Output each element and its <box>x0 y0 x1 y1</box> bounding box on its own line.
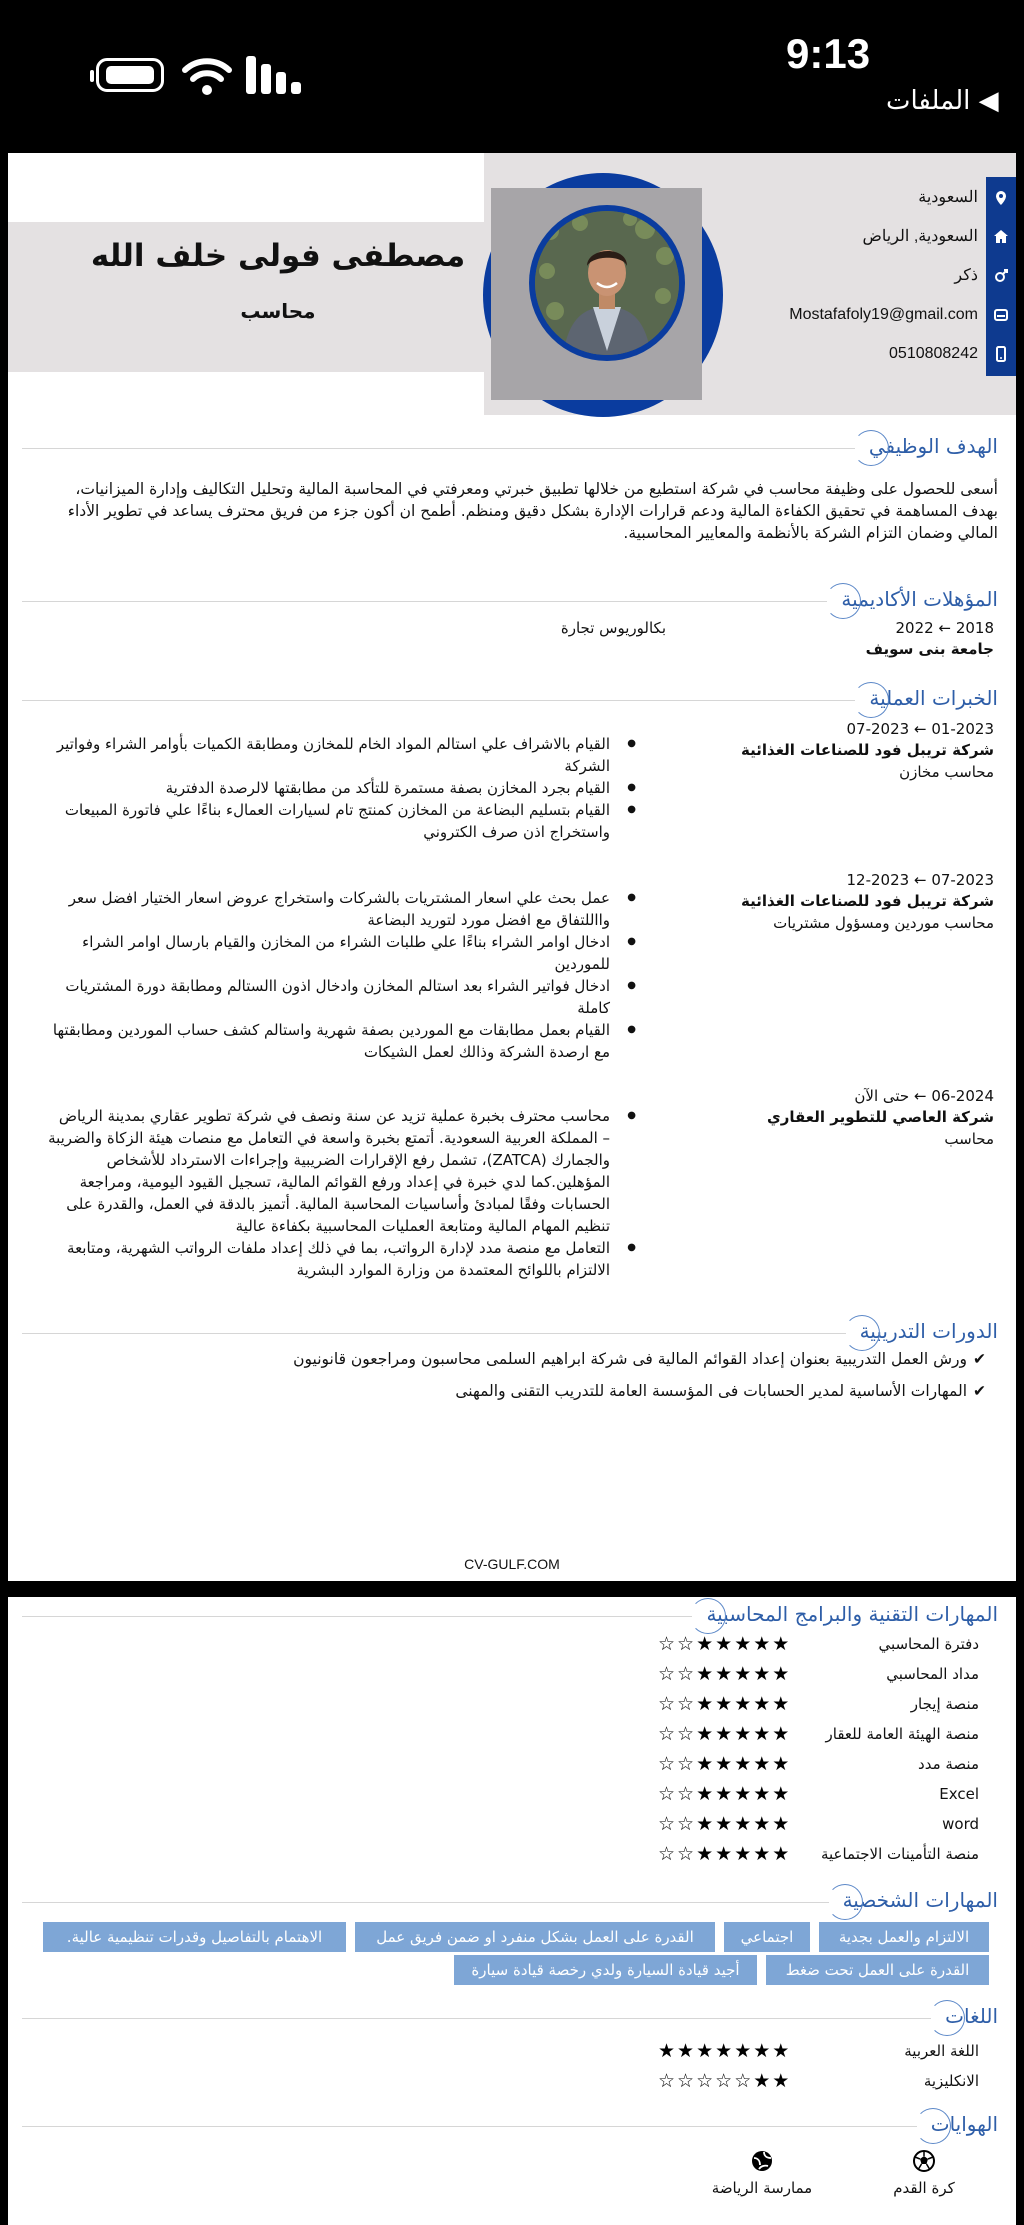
personal-skill-tag: الاهتمام بالتفاصيل وقدرات تنظيمية عالية. <box>43 1922 346 1952</box>
empty-star-icon: ☆ <box>677 1843 697 1865</box>
job-title: محاسب <box>240 299 316 323</box>
job-duties <box>48 1105 640 1281</box>
course-item <box>455 1382 986 1400</box>
job-role: محاسب موردين ومسؤول مشتريات <box>773 914 994 932</box>
filled-star-icon: ★ <box>753 1843 773 1865</box>
languages-heading: اللغات <box>931 2004 1002 2028</box>
filled-star-icon: ★ <box>715 1843 735 1865</box>
filled-star-icon: ★ <box>753 1783 773 1805</box>
filled-star-icon: ★ <box>772 2070 792 2092</box>
course-title: ورش العمل التدريبية بعنوان إعداد القوائم المالية فى شركة ابراهيم السلمى محاسبون ومراجعون قانونيون <box>293 1350 967 1368</box>
tech-skill-row <box>8 1691 1016 1721</box>
filled-star-icon: ★ <box>696 2040 716 2062</box>
filled-star-icon: ★ <box>772 1693 792 1715</box>
job-duties <box>48 733 640 843</box>
filled-star-icon: ★ <box>753 1723 773 1745</box>
home-icon <box>986 218 1016 256</box>
full-name: مصطفى فولى خلف الله <box>90 238 466 274</box>
job-duty: ● القيام بتسليم البضاعة من المخازن كمنتج تام لسيارات العمالء بناءًا علي فاتورة المبيعات واستخراج اذن صرف الكتروني <box>48 799 640 843</box>
section-divider <box>22 2126 1002 2127</box>
job-dates: 01-2023 ← 07-2023 <box>846 720 994 738</box>
personal-skill-tag: القدرة على العمل بشكل منفرد او ضمن فريق عمل <box>355 1922 715 1952</box>
battery-icon <box>96 58 164 92</box>
filled-star-icon: ★ <box>696 1723 716 1745</box>
tech-skill-name: مداد المحاسبي <box>886 1665 979 1683</box>
personal-skill-tag: القدرة على العمل تحت ضغط <box>766 1955 989 1985</box>
filled-star-icon: ★ <box>696 1813 716 1835</box>
filled-star-icon: ★ <box>734 1783 754 1805</box>
filled-star-icon: ★ <box>753 1633 773 1655</box>
job-duty: ● محاسب محترف بخبرة عملية تزيد عن سنة ونصف في شركة تطوير عقاري بمدينة الرياض – المملكة العربية السعودية. أتمتع بخبرة واسعة في التعامل مع منصات هيئة الزكاة والضريبة والجمارك (ZATCA)، تشمل رفع الإقرارات الضريبية وإجراءات الاسترداد للأشخاص المؤهلين.كما لدي خبرة في إعداد ورفع القوائم المالية، تسجيل القيود اليومية، ومراجعة الحسابات وفقًا لمبادئ وأساسيات المحاسبة المالية. أتميز بالدقة في العمل، والقدرة على تنظيم المهام المالية ومتابعة العمليات المحاسبية بكفاءة عالية <box>48 1105 640 1237</box>
education-heading: المؤهلات الأكاديمية <box>827 587 1002 611</box>
filled-star-icon: ★ <box>658 2040 678 2062</box>
job-role: محاسب مخازن <box>899 763 994 781</box>
filled-star-icon: ★ <box>715 1663 735 1685</box>
rating-stars <box>658 1783 798 1805</box>
education-institution: جامعة بنى سويف <box>865 640 994 658</box>
hobby-item <box>864 2149 984 2197</box>
empty-star-icon: ☆ <box>658 1813 678 1835</box>
empty-star-icon: ☆ <box>658 1633 678 1655</box>
personal-skill-tag: اجتماعي <box>724 1922 810 1952</box>
rating-stars <box>658 2040 798 2062</box>
job-duties <box>48 887 640 1063</box>
language-name: الانكليزية <box>923 2072 979 2090</box>
experience-heading: الخبرات العملية <box>855 686 1002 710</box>
filled-star-icon: ★ <box>772 1753 792 1775</box>
filled-star-icon: ★ <box>696 1693 716 1715</box>
cellular-signal-icon <box>246 56 302 94</box>
filled-star-icon: ★ <box>772 1663 792 1685</box>
courses-heading: الدورات التدريبية <box>846 1319 1002 1343</box>
rating-stars <box>658 1633 798 1655</box>
filled-star-icon: ★ <box>734 1723 754 1745</box>
empty-star-icon: ☆ <box>677 1663 697 1685</box>
language-row <box>8 2038 1016 2068</box>
empty-star-icon: ☆ <box>677 2070 697 2092</box>
filled-star-icon: ★ <box>677 2040 697 2062</box>
filled-star-icon: ★ <box>696 1843 716 1865</box>
filled-star-icon: ★ <box>696 1633 716 1655</box>
profile-photo <box>535 211 679 355</box>
filled-star-icon: ★ <box>734 1633 754 1655</box>
filled-star-icon: ★ <box>772 1723 792 1745</box>
filled-star-icon: ★ <box>715 1723 735 1745</box>
resume-page-2 <box>8 1597 1016 2225</box>
email-icon <box>986 296 1016 334</box>
filled-star-icon: ★ <box>734 1663 754 1685</box>
empty-star-icon: ☆ <box>734 2070 754 2092</box>
filled-star-icon: ★ <box>734 2040 754 2062</box>
tech-skill-row <box>8 1631 1016 1661</box>
language-name: اللغة العربية <box>904 2042 979 2060</box>
job-duty: ● القيام بجرد المخازن بصفة مستمرة للتأكد من مطابقتها لالرصدة الدفترية <box>48 777 640 799</box>
tech-skills-heading: المهارات التقنية والبرامج المحاسبية <box>692 1602 1002 1626</box>
empty-star-icon: ☆ <box>677 1723 697 1745</box>
rating-stars <box>658 1663 798 1685</box>
rating-stars <box>658 1753 798 1775</box>
wifi-icon <box>182 54 232 98</box>
tech-skill-name: منصة الهيئة العامة للعقار <box>825 1725 979 1743</box>
personal-skill-tag: الالتزام والعمل بجدية <box>819 1922 989 1952</box>
tech-skill-name: دفترة المحاسبي <box>878 1635 979 1653</box>
rating-stars <box>658 1813 798 1835</box>
contact-city: السعودية, الرياض <box>862 228 978 245</box>
course-title: المهارات الأساسية لمدير الحسابات فى المؤسسة العامة للتدريب التقنى والمهنى <box>455 1382 967 1400</box>
empty-star-icon: ☆ <box>677 1693 697 1715</box>
empty-star-icon: ☆ <box>658 2070 678 2092</box>
filled-star-icon: ★ <box>715 1693 735 1715</box>
filled-star-icon: ★ <box>734 1753 754 1775</box>
tech-skill-row <box>8 1661 1016 1691</box>
resume-page-1 <box>8 153 1016 1581</box>
empty-star-icon: ☆ <box>658 1663 678 1685</box>
contact-country: السعودية <box>918 189 978 206</box>
footer-site: CV-GULF.COM <box>464 1556 560 1572</box>
filled-star-icon: ★ <box>715 1753 735 1775</box>
job-company: شركة تريبل فود للصناعات الغذائية <box>741 741 994 759</box>
empty-star-icon: ☆ <box>677 1633 697 1655</box>
empty-star-icon: ☆ <box>658 1753 678 1775</box>
tech-skill-name: Excel <box>939 1785 979 1803</box>
contact-phone[interactable]: 0510808242 <box>889 345 978 362</box>
personal-skill-tag: أجيد قيادة السيارة ولدي رخصة قيادة سيارة <box>454 1955 757 1985</box>
objective-line: المالي وضمان التزام الشركة بالأنظمة والمعايير المحاسبية. <box>623 524 998 542</box>
filled-star-icon: ★ <box>734 1813 754 1835</box>
filled-star-icon: ★ <box>753 1693 773 1715</box>
filled-star-icon: ★ <box>696 1783 716 1805</box>
contact-email[interactable]: Mostafafoly19@gmail.com <box>789 306 978 323</box>
objective-line: بهدف المساهمة في تحقيق الكفاءة المالية ودعم قرارات الإدارة بشكل دقيق ومنظم. أطمح ان أكون جزء من فريق محترف يساعد في تطوير الأداء <box>67 502 998 520</box>
language-row <box>8 2068 1016 2098</box>
filled-star-icon: ★ <box>715 1633 735 1655</box>
empty-star-icon: ☆ <box>658 1843 678 1865</box>
filled-star-icon: ★ <box>772 1633 792 1655</box>
empty-star-icon: ☆ <box>658 1693 678 1715</box>
filled-star-icon: ★ <box>753 1663 773 1685</box>
filled-star-icon: ★ <box>772 2040 792 2062</box>
tech-skill-name: word <box>942 1815 979 1833</box>
filled-star-icon: ★ <box>696 1753 716 1775</box>
job-duty: ● القيام بعمل مطابقات مع الموردين بصفة شهرية واستالم كشف حساب الموردين ومطابقتها مع ارصدة الشركة وذالك لعمل الشيكات <box>48 1019 640 1063</box>
location-pin-icon <box>986 179 1016 217</box>
personal-skills-heading: المهارات الشخصية <box>829 1888 1002 1912</box>
rating-stars <box>658 2070 798 2092</box>
job-company: شركة العاصي للتطوير العقاري <box>766 1108 994 1126</box>
football-icon <box>912 2149 936 2173</box>
job-duty: ● ادخال اوامر الشراء بناءًا علي طلبات الشراء من المخازن والقيام بارسال اوامر الشراء للموردين <box>48 931 640 975</box>
empty-star-icon: ☆ <box>696 2070 716 2092</box>
empty-star-icon: ☆ <box>715 2070 735 2092</box>
filled-star-icon: ★ <box>696 1663 716 1685</box>
contact-gender: ذكر <box>954 267 978 284</box>
sports-icon <box>750 2149 774 2173</box>
status-bar <box>0 0 1024 150</box>
back-to-files-button[interactable]: ◀ الملفات <box>886 86 999 116</box>
filled-star-icon: ★ <box>715 1813 735 1835</box>
tech-skill-row <box>8 1721 1016 1751</box>
job-duty: ● القيام بالاشراف علي استالم المواد الخام للمخازن ومطابقة الكميات بأوامر الشراء وفواتير الشركة <box>48 733 640 777</box>
job-duty: ● ادخال فواتير الشراء بعد استالم المخازن وادخال اذون االستالم ومطابقة دورة المشتريات كاملة <box>48 975 640 1019</box>
filled-star-icon: ★ <box>753 2070 773 2092</box>
gender-icon <box>986 257 1016 295</box>
rating-stars <box>658 1843 798 1865</box>
hobby-label: ممارسة الرياضة <box>711 2179 813 2197</box>
objective-heading: الهدف الوظيفي <box>855 434 1002 458</box>
tech-skill-row <box>8 1751 1016 1781</box>
section-divider <box>22 2018 1002 2019</box>
filled-star-icon: ★ <box>715 2040 735 2062</box>
tech-skill-name: منصة مدد <box>918 1755 979 1773</box>
clock: 9:13 <box>786 30 871 77</box>
tech-skill-name: منصة إيجار <box>910 1695 979 1713</box>
tech-skill-row <box>8 1781 1016 1811</box>
tech-skill-name: منصة التأمينات الاجتماعية <box>820 1845 979 1863</box>
rating-stars <box>658 1693 798 1715</box>
job-role: محاسب <box>944 1130 994 1148</box>
hobby-item <box>702 2149 822 2197</box>
rating-stars <box>658 1723 798 1745</box>
filled-star-icon: ★ <box>734 1693 754 1715</box>
job-dates: 06-2024 ← حتى الآن <box>854 1087 994 1105</box>
filled-star-icon: ★ <box>753 2040 773 2062</box>
filled-star-icon: ★ <box>753 1753 773 1775</box>
checkmark-icon: ✔ <box>973 1350 986 1368</box>
tech-skill-row <box>8 1811 1016 1841</box>
job-company: شركة تريبل فود للصناعات الغذائية <box>741 892 994 910</box>
checkmark-icon: ✔ <box>973 1382 986 1400</box>
course-item <box>293 1350 986 1368</box>
filled-star-icon: ★ <box>753 1813 773 1835</box>
filled-star-icon: ★ <box>772 1783 792 1805</box>
job-dates: 07-2023 ← 12-2023 <box>846 871 994 889</box>
hobby-label: كرة القدم <box>893 2179 955 2197</box>
job-duty: ● عمل بحث علي اسعار المشتريات بالشركات واستخراج عروض اسعار الختيار افضل سعر وااللتفاق مع افضل مورد لتوريد البضاعة <box>48 887 640 931</box>
job-duty: ● التعامل مع منصة مدد لإدارة الرواتب، بما في ذلك إعداد ملفات الرواتب الشهرية، ومتابعة الالتزام باللوائح المعتمدة من وزارة الموارد البشرية <box>48 1237 640 1281</box>
hobbies-heading: الهوايات <box>917 2112 1002 2136</box>
empty-star-icon: ☆ <box>658 1723 678 1745</box>
filled-star-icon: ★ <box>772 1843 792 1865</box>
empty-star-icon: ☆ <box>677 1753 697 1775</box>
objective-line: أسعى للحصول على وظيفة محاسب في شركة استطيع من خلالها تطبيق خبرتي ومعرفتي في المحاسبة المالية وتحليل التكاليف وإدارة الميزانيات، <box>75 480 998 498</box>
education-degree: بكالوريوس تجارة <box>560 619 666 637</box>
education-dates: 2018 ← 2022 <box>895 619 994 637</box>
mobile-phone-icon <box>986 335 1016 373</box>
empty-star-icon: ☆ <box>677 1813 697 1835</box>
filled-star-icon: ★ <box>715 1783 735 1805</box>
tech-skill-row <box>8 1841 1016 1871</box>
empty-star-icon: ☆ <box>677 1783 697 1805</box>
empty-star-icon: ☆ <box>658 1783 678 1805</box>
filled-star-icon: ★ <box>734 1843 754 1865</box>
filled-star-icon: ★ <box>772 1813 792 1835</box>
